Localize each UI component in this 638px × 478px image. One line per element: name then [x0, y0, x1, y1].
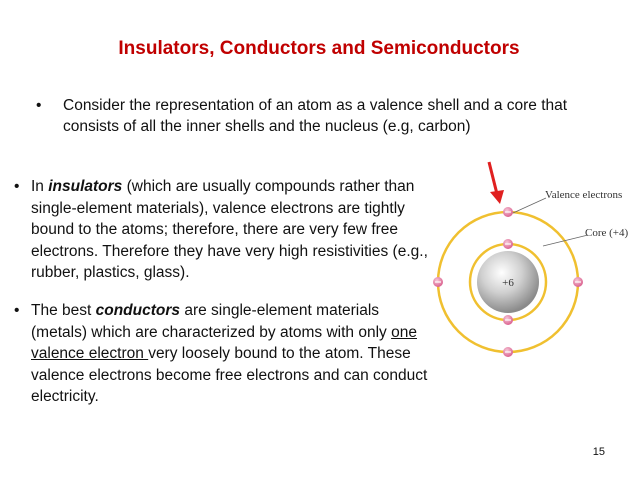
electron-valence-top — [503, 207, 513, 217]
core-label: Core (+4) — [585, 227, 629, 239]
conductors-pre: The best — [31, 302, 96, 319]
insulators-term: insulators — [48, 178, 123, 195]
core-leader-line — [543, 235, 588, 246]
insulators-bullet — [14, 176, 434, 284]
intro-text: Consider the representation of an atom as a valence shell and a core that consists of all the inner shells and the nucleus (e.g, carbon) — [63, 97, 568, 135]
insulators-pre: In — [31, 178, 49, 195]
electron-inner-bottom — [503, 315, 513, 325]
electron-valence-left — [433, 277, 443, 287]
bullet-dot: • — [14, 302, 20, 319]
intro-bullet — [36, 95, 596, 137]
electron-inner-top — [503, 239, 513, 249]
slide-title: Insulators, Conductors and Semiconductors — [118, 38, 520, 59]
conductors-underline: one valence electron — [31, 323, 417, 362]
conductors-term: conductors — [95, 302, 181, 319]
valence-leader-line — [513, 198, 546, 213]
atom-diagram — [418, 150, 633, 370]
electron-valence-right — [573, 277, 583, 287]
electron-valence-bottom — [503, 347, 513, 357]
bullet-dot: • — [14, 178, 20, 195]
conductors-mid: are single-element materials (metals) which are characterized by atoms with only — [31, 302, 392, 341]
insulators-post: (which are usually compounds rather than single-element materials), valence electrons are tightly bound to the atoms; therefore, there are very few free electrons. Therefore they have very high resistivities (e.g., rubber, plastics, glass). — [31, 178, 428, 281]
insulators-text — [31, 176, 434, 284]
valence-electrons-label: Valence electrons — [545, 189, 623, 201]
conductors-bullet — [14, 300, 434, 408]
bullet-dot: • — [36, 97, 42, 114]
conductors-text — [31, 300, 434, 408]
nucleus-label: +6 — [502, 277, 514, 289]
page-number: 15 — [592, 446, 605, 458]
conductors-post: very loosely bound to the atom. These valence electrons become free electrons and can conduct electricity. — [31, 345, 428, 405]
red-arrow-icon — [489, 162, 504, 204]
